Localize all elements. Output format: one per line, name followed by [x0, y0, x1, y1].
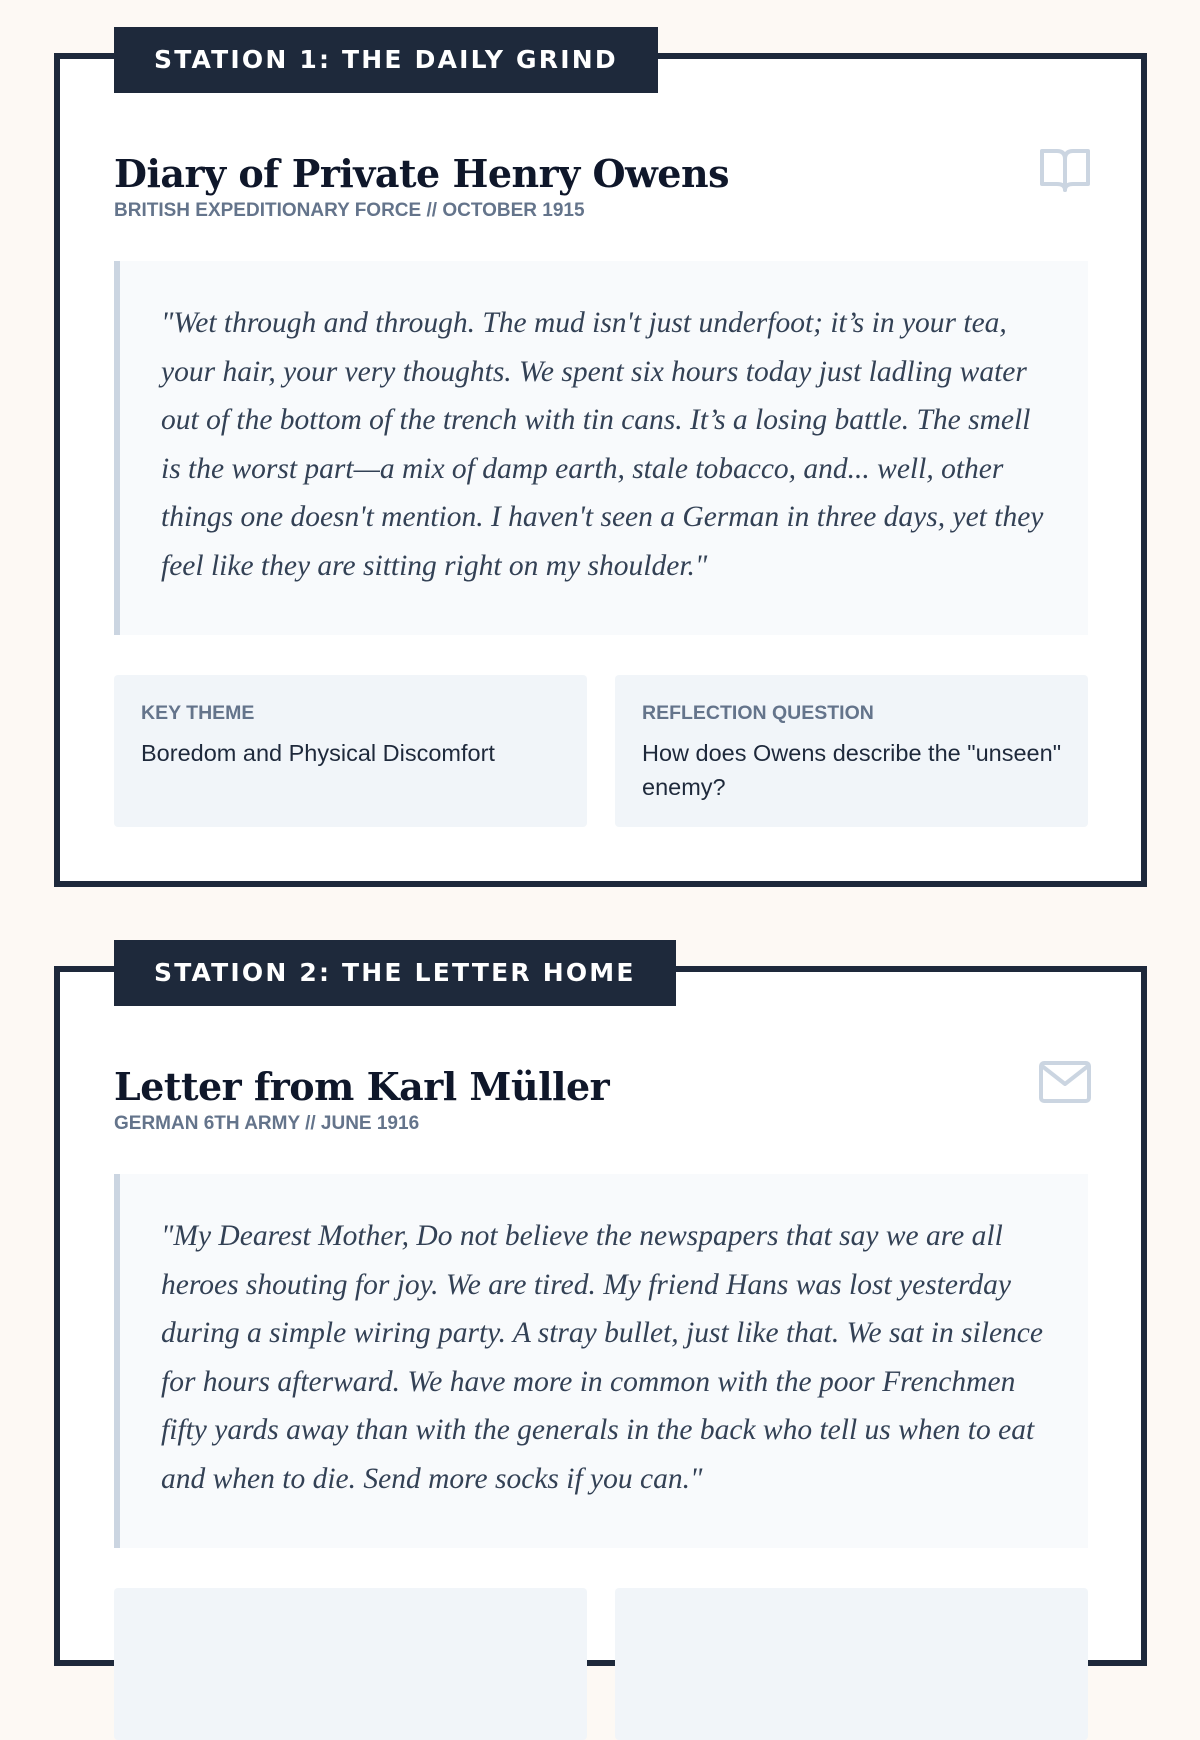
key-theme-box — [114, 675, 587, 827]
envelope-icon — [1038, 1058, 1092, 1106]
reflection-question-label: REFLECTION QUESTION — [642, 702, 874, 724]
quote-text: "Wet through and through. The mud isn't just underfoot; it’s in your tea, your hair, your very thoughts. We spent six hours today just ladling water out of the bottom of the trench with tin cans. It’s a losing battle. The smell is the worst part—a mix of damp earth, stale tobacco, and... well, other things one doesn't mention. I haven't seen a German in three days, yet they feel like they are sitting right on my shoulder." — [161, 307, 1044, 582]
station-card-2 — [54, 958, 1147, 1666]
book-open-icon — [1038, 145, 1092, 193]
source-quote — [114, 1174, 1088, 1548]
source-quote — [114, 261, 1088, 635]
key-theme-label: KEY THEME — [141, 702, 255, 724]
reflection-question-box — [615, 675, 1088, 827]
document-title: Letter from Karl Müller — [114, 1064, 610, 1109]
station-card-1 — [54, 45, 1147, 887]
document-subtitle: GERMAN 6TH ARMY // JUNE 1916 — [114, 1113, 420, 1134]
document-subtitle: BRITISH EXPEDITIONARY FORCE // OCTOBER 1915 — [114, 200, 585, 221]
station-tab: STATION 2: THE LETTER HOME — [114, 940, 676, 1006]
document-title: Diary of Private Henry Owens — [114, 151, 730, 196]
key-theme-text: Boredom and Physical Discomfort — [141, 740, 495, 766]
quote-text: "My Dearest Mother, Do not believe the newspapers that say we are all heroes shouting for joy. We are tired. My friend Hans was lost yesterday during a simple wiring party. A stray bullet, just like that. We sat in silence for hours afterward. We have more in common with the poor Frenchmen fifty yards away than with the generals in the back who tell us when to eat and when to die. Send more socks if you can." — [161, 1220, 1043, 1495]
reflection-question-box — [615, 1588, 1088, 1740]
reflection-question-text: How does Owens describe the "unseen" enemy? — [642, 740, 1062, 800]
key-theme-box — [114, 1588, 587, 1740]
station-tab: STATION 1: THE DAILY GRIND — [114, 27, 658, 93]
